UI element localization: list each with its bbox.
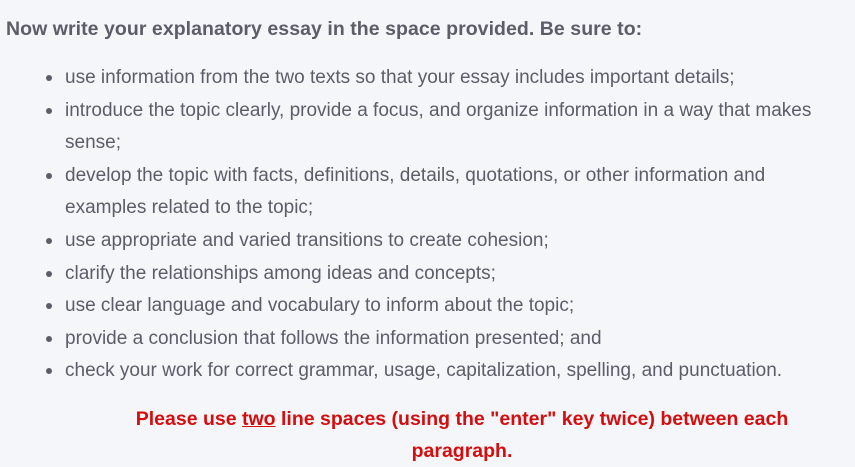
list-item: develop the topic with facts, definitions, details, quotations, or other information and examples related to the topic; (0, 160, 855, 225)
list-item: clarify the relationships among ideas and concepts; (0, 258, 855, 291)
list-item: check your work for correct grammar, usage, capitalization, spelling, and punctuation. (0, 355, 855, 388)
note-text-before: Please use (135, 408, 242, 430)
list-item: use clear language and vocabulary to inform about the topic; (0, 290, 855, 323)
instructions-heading: Now write your explanatory essay in the space provided. Be sure to: (6, 18, 643, 40)
note-emphasis: two (242, 408, 276, 430)
note-text-after: line spaces (using the "enter" key twice) between each paragraph. (275, 408, 789, 462)
list-item: use appropriate and varied transitions to create cohesion; (0, 225, 855, 258)
line-spacing-note (100, 403, 824, 467)
list-item: use information from the two texts so that your essay includes important details; (0, 62, 855, 95)
list-item: provide a conclusion that follows the information presented; and (0, 323, 855, 356)
requirements-list (0, 62, 855, 388)
list-item: introduce the topic clearly, provide a focus, and organize information in a way that makes sense; (0, 95, 855, 160)
